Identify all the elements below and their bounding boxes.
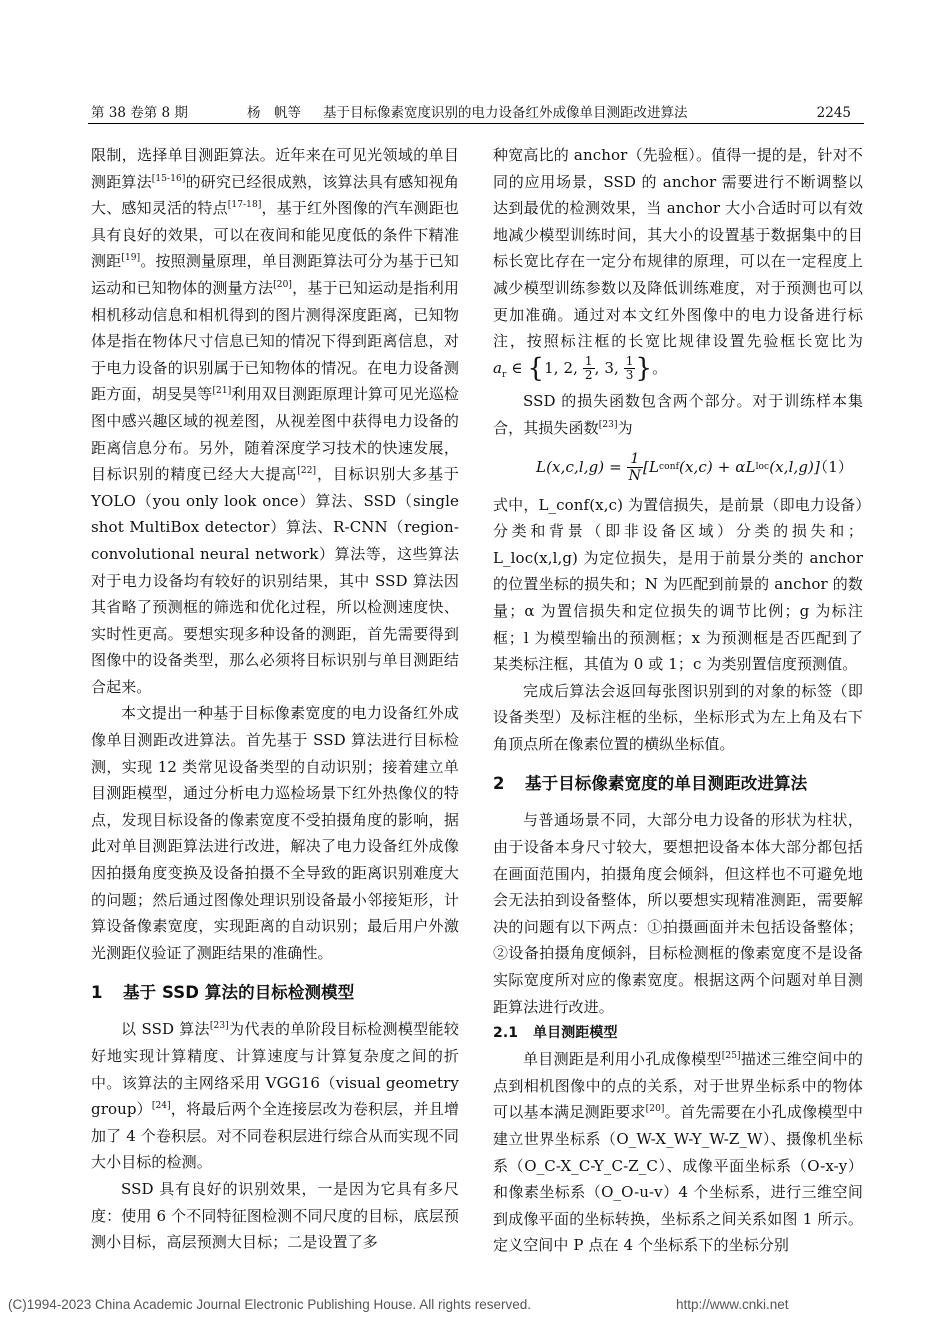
subsection-title: 单目测距模型 — [533, 1025, 618, 1042]
citation: [25] — [721, 1051, 741, 1062]
citation: [17-18] — [227, 200, 262, 211]
citation: [20] — [645, 1104, 665, 1115]
running-header — [91, 104, 851, 122]
paragraph-5: 种宽高比的 anchor（先验框）。值得一提的是，针对不同的应用场景，SSD 的 anchor 需要进行不断调整以达到最优的检测效果，当 anchor 大小合适时可以有效地减少模型训练时间，其大小的设置基于数据集中的目标长宽比存在一定分布规律的原理，可以在一定程度上减少模型训练参数以及降低训练难度，对于预测也可以更加准确。通过对本文红外图像中的电力设备进行标注，按照标注框的长宽比规律设置先验框长宽比为 $a_r$ ∈ {1, 2, $\frac{1}{2}$ , 3, $\frac{1}{3}$ }。 — [493, 146, 863, 384]
equation-number: （1） — [813, 458, 853, 477]
anchor-ratio-formula: $a_r$ ∈ {1, 2, $\frac{1}{2}$ , 3, $\frac{1}{3}$ }。 — [493, 353, 668, 384]
paragraph-2: 本文提出一种基于目标像素宽度的电力设备红外成像单目测距改进算法。首先基于 SSD 算法进行目标检测，实现 12 类常见设备类型的自动识别；接着建立单目测距模型，通过分析电力巡检场景下红外热像仪的特点，发现目标设备的像素宽度不受拍摄角度的影响，据此对单目测距算法进行改进，解决了电力设备红外成像因拍摄角度变换及设备拍摄不全导致的距离识别难度大的问题；然后通过图像处理识别设备最小邻接矩形，计算设备像素宽度，实现距离的自动识别；最后用户外激光测距仪验证了测距结果的准确性。 — [91, 704, 459, 962]
citation: [21] — [212, 386, 232, 397]
copyright-text: (C)1994-2023 China Academic Journal Electronic Publishing House. All rights reserved. — [8, 1297, 532, 1312]
paragraph-1: 限制，选择单目测距算法。近年来在可见光领域的单目测距算法[15-16]的研究已经很成熟，该算法具有感知视角大、感知灵活的特点[17-18]，基于红外图像的汽车测距也具有良好的效果，可以在夜间和能见度低的条件下精准测距[19]。按照测量原理，单目测距算法可分为基于已知运动和已知物体的测量方法[20]，基于已知运动是指利用相机移动信息和相机得到的图片测得深度距离，已知物体是指在物体尺寸信息已知的情况下得到距离信息，对于电力设备的识别属于已知物体的情况。在电力设备测距方面，胡旻昊等[21]利用双目测距原理计算可见光巡检图中感兴趣区域的视差图，从视差图中获得电力设备的距离信息分布。另外，随着深度学习技术的快速发展，目标识别的精度已经大大提高[22]，目标识别大多基于 YOLO（you only look once）算法、SSD（single shot MultiBox detector）算法、R-CNN（region-convolutional neural network）算法等，这些算法对于电力设备均有较好的识别结果，其中 SSD 算法因其省略了预测框的筛选和优化过程，所以检测速度快、实时性更高。要想实现多种设备的测距，首先需要得到图像中的设备类型，那么必须将目标识别与单目测距结合起来。 — [91, 146, 459, 696]
left-column — [91, 142, 459, 1256]
section-heading-2 — [493, 771, 863, 797]
section-title: 基于目标像素宽度的单目测距改进算法 — [525, 774, 808, 794]
paragraph-7: 式中，L_conf(x,c) 为置信损失，是前景（即电力设备）分类和背景（即非设备区域）分类的损失和；L_loc(x,l,g) 为定位损失，是用于前景分类的 anchor 的位置坐标的损失和；N 为匹配到前景的 anchor 的数量；α 为置信损失和定位损失的调节比例；g 为标注框；l 为模型输出的预测框；x 为预测框是否匹配到了某类标注框，其值为 0 或 1；c 为类别置信度预测值。 — [493, 495, 863, 674]
section-number: 2 — [493, 774, 505, 794]
section-heading-1 — [91, 980, 459, 1006]
right-column — [493, 142, 863, 1259]
subsection-number: 2.1 — [493, 1025, 519, 1042]
equation-1: L(x,c,l,g) = $\frac{1}{N}$ [L conf (x,c) + αL loc (x,l,g)] （1） — [536, 451, 853, 485]
footer-url[interactable]: http://www.cnki.net — [676, 1297, 789, 1312]
subsection-heading-2-1 — [493, 1020, 863, 1046]
header-title: 基于目标像素宽度识别的电力设备红外成像单目测距改进算法 — [323, 105, 688, 121]
paragraph-8: 完成后算法会返回每张图识别到的对象的标签（即设备类型）及标注框的坐标，坐标形式为左上角及右下角顶点所在像素位置的横纵坐标值。 — [493, 681, 863, 753]
paragraph-10: 单目测距是利用小孔成像模型[25]描述三维空间中的点到相机图像中的点的关系，对于世界坐标系中的物体可以基本满足测距要求[20]。首先需要在小孔成像模型中建立世界坐标系（O_W-X_W-Y_W-Z_W）、摄像机坐标系（O_C-X_C-Y_C-Z_C）、成像平面坐标系（O-x-y）和像素坐标系（O_O-u-v）4 个坐标系，进行三维空间到成像平面的坐标转换，坐标系之间关系如图 1 所示。定义空间中 P 点在 4 个坐标系下的坐标分别 — [493, 1050, 863, 1255]
citation: [22] — [297, 466, 317, 477]
citation: [15-16] — [151, 173, 186, 184]
citation: [23] — [598, 419, 618, 430]
citation: [20] — [273, 279, 293, 290]
citation: [19] — [121, 253, 141, 264]
page-number: 2245 — [816, 105, 851, 121]
header-authors: 杨 帆等 — [247, 105, 301, 121]
paragraph-9: 与普通场景不同，大部分电力设备的形状为柱状，由于设备本身尺寸较大，要想把设备本体大部分都包括在画面范围内，拍摄角度会倾斜，但这样也不可避免地会无法拍到设备整体，所以要想实现精准测距，需要解决的问题有以下两点：①拍摄画面并未包括设备整体；②设备拍摄角度倾斜，目标检测框的像素宽度不是设备实际宽度所对应的像素宽度。根据这两个问题对单目测距算法进行改进。 — [493, 811, 863, 1016]
paragraph-3: 以 SSD 算法[23]为代表的单阶段目标检测模型能较好地实现计算精度、计算速度与计算复杂度之间的折中。该算法的主网络采用 VGG16（visual geometry group）[24]，将最后两个全连接层改为卷积层，并且增加了 4 个卷积层。对不同卷积层进行综合从而实现不同大小目标的检测。 — [91, 1020, 460, 1172]
journal-issue: 第 38 卷第 8 期 — [91, 105, 188, 121]
section-number: 1 — [91, 983, 103, 1003]
citation: [23] — [209, 1021, 229, 1032]
section-title: 基于 SSD 算法的目标检测模型 — [123, 983, 355, 1003]
paragraph-6: SSD 的损失函数包含两个部分。对于训练样本集合，其损失函数[23]为 — [493, 392, 863, 437]
paragraph-4: SSD 具有良好的识别效果，一是因为它具有多尺度：使用 6 个不同特征图检测不同尺度的目标，底层预测小目标，高层预测大目标；二是设置了多 — [91, 1179, 459, 1252]
citation: [24] — [151, 1101, 171, 1112]
header-rule — [88, 123, 864, 124]
